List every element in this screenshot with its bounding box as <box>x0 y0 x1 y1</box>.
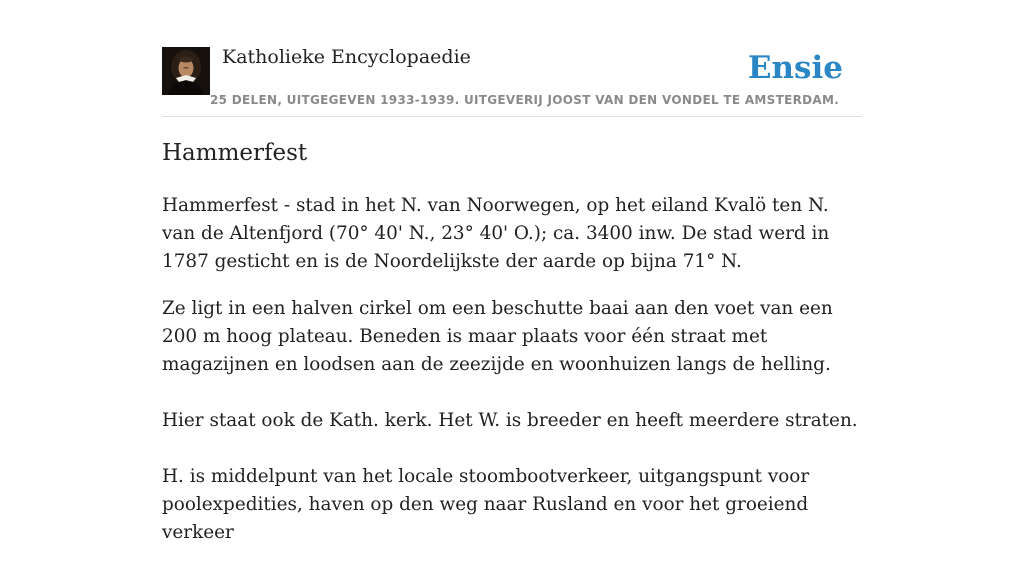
article-paragraph: Hier staat ook de Kath. kerk. Het W. is breeder en heeft meerdere straten. <box>162 410 858 431</box>
header <box>162 40 862 117</box>
article-body <box>162 192 862 566</box>
site-title[interactable]: Katholieke Encyclopaedie <box>222 46 471 68</box>
article-paragraph: Hammerfest - stad in het N. van Noorwegen, op het eiland Kvalö ten N. van de Altenfjord (70° 40' N., 23° 40' O.); ca. 3400 inw. De stad werd in 1787 gesticht en is de Noordelijkste der aarde op bijna 71° N. <box>162 195 830 272</box>
portrait-icon <box>162 47 210 95</box>
brand-logo-link[interactable]: Ensie <box>747 50 843 86</box>
portrait-avatar[interactable] <box>162 47 210 95</box>
article-paragraph: Ze ligt in een halven cirkel om een beschutte baai aan den voet van een 200 m hoog plateau. Beneden is maar plaats voor één straat met magazijnen en loodsen aan de zeezijde en woonhuizen langs de helling. <box>162 298 833 375</box>
article-paragraph: H. is middelpunt van het locale stoombootverkeer, uitgangspunt voor poolexpedities, haven op den weg naar Rusland en voor het groeiend verkeer <box>162 466 810 543</box>
site-subtitle: 25 DELEN, UITGEGEVEN 1933-1939. UITGEVERIJ JOOST VAN DEN VONDEL TE AMSTERDAM. <box>210 93 840 107</box>
article-title: Hammerfest <box>162 140 308 166</box>
